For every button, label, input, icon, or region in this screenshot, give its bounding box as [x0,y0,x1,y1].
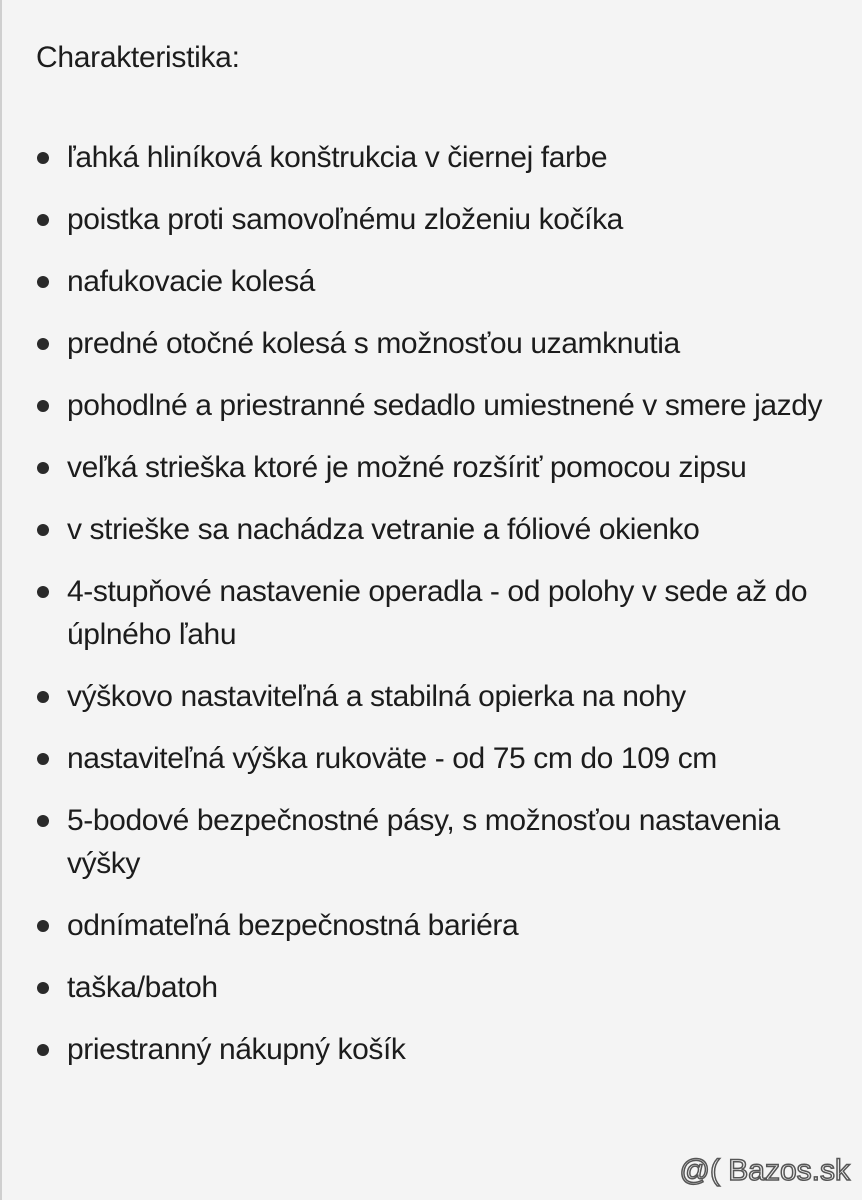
feature-list [36,136,836,1071]
bullet-icon [37,152,49,164]
feature-item [36,904,836,947]
feature-text: 4-stupňové nastavenie operadla - od polohy v sede až do úplného ľahu [67,575,808,651]
bullet-icon [37,1044,49,1056]
feature-text: pohodlné a priestranné sedadlo umiestnené v smere jazdy [67,389,823,422]
bullet-icon [37,920,49,932]
feature-text: taška/batoh [67,971,218,1004]
feature-item [36,570,836,656]
feature-text: ľahká hliníková konštrukcia v čiernej farbe [67,141,608,174]
feature-item [36,508,836,551]
feature-item [36,136,836,179]
feature-item [36,322,836,365]
feature-text: poistka proti samovoľnému zloženiu kočíka [67,203,623,236]
bullet-icon [37,524,49,536]
bullet-icon [37,276,49,288]
feature-text: priestranný nákupný košík [67,1033,406,1066]
feature-item [36,198,836,241]
feature-item [36,675,836,718]
bullet-icon [37,462,49,474]
feature-item [36,446,836,489]
bullet-icon [37,815,49,827]
section-heading: Charakteristika: [36,41,240,74]
feature-item [36,260,836,303]
description-content [36,36,836,1090]
bullet-icon [37,982,49,994]
bullet-icon [37,753,49,765]
feature-text: v strieške sa nachádza vetranie a fóliové okienko [67,513,700,546]
feature-item [36,737,836,780]
bullet-icon [37,586,49,598]
bullet-icon [37,691,49,703]
bazos-watermark: @( Bazos.sk [679,1154,850,1187]
feature-item [36,384,836,427]
bullet-icon [37,400,49,412]
feature-text: veľká strieška ktoré je možné rozšíriť pomocou zipsu [67,451,747,484]
bullet-icon [37,338,49,350]
bullet-icon [37,214,49,226]
feature-text: výškovo nastaviteľná a stabilná opierka na nohy [67,680,686,713]
feature-text: 5-bodové bezpečnostné pásy, s možnosťou nastavenia výšky [67,804,780,880]
feature-text: odnímateľná bezpečnostná bariéra [67,909,519,942]
feature-item [36,966,836,1009]
feature-item [36,1028,836,1071]
left-border [0,0,2,1200]
feature-text: nafukovacie kolesá [67,265,315,298]
feature-item [36,799,836,885]
feature-text: predné otočné kolesá s možnosťou uzamknutia [67,327,680,360]
feature-text: nastaviteľná výška rukoväte - od 75 cm do 109 cm [67,742,717,775]
